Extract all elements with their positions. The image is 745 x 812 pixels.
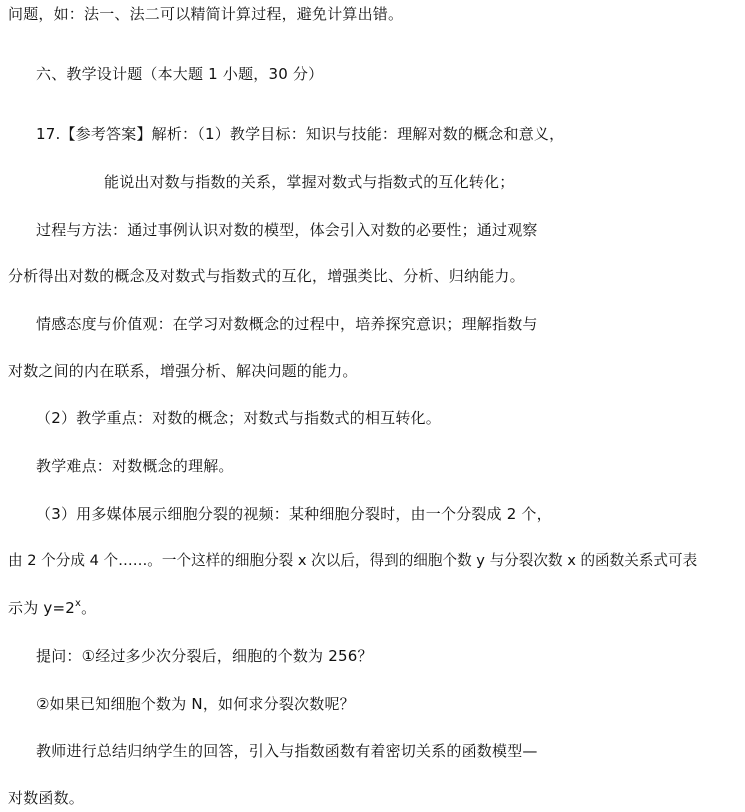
text-line-16: 教师进行总结归纳学生的回答，引入与指数函数有着密切关系的函数模型—: [36, 742, 538, 760]
text-line-11: （3）用多媒体展示细胞分裂的视频：某种细胞分裂时，由一个分裂成 2 个，: [36, 505, 552, 523]
text-line-8: 对数之间的内在联系，增强分析、解决问题的能力。: [8, 362, 358, 380]
formula-end: 。: [81, 599, 97, 617]
text-line-6: 分析得出对数的概念及对数式与指数式的互化，增强类比、分析、归纳能力。: [8, 267, 525, 285]
text-line-1: 问题，如：法一、法二可以精简计算过程，避免计算出错。: [8, 5, 404, 23]
question-line-2: ②如果已知细胞个数为 N，如何求分裂次数呢？: [36, 695, 355, 713]
formula-line: [8, 598, 96, 618]
question-line-1: 提问：①经过多少次分裂后，细胞的个数为 256？: [36, 647, 373, 665]
formula-text: 示为 y=2: [8, 599, 75, 617]
text-line-17: 对数函数。: [8, 789, 85, 807]
text-line-7: 情感态度与价值观：在学习对数概念的过程中，培养探究意识；理解指数与: [36, 315, 538, 333]
formula-exponent: x: [74, 598, 82, 609]
section-heading: 六、教学设计题（本大题 1 小题，30 分）: [36, 65, 324, 83]
text-line-4: 能说出对数与指数的关系，掌握对数式与指数式的互化转化；: [104, 173, 515, 191]
answer-intro-line: 17.【参考答案】解析：（1）教学目标：知识与技能：理解对数的概念和意义，: [36, 125, 565, 143]
text-line-12: 由 2 个分成 4 个……。一个这样的细胞分裂 x 次以后，得到的细胞个数 y 与分裂次数 x 的函数关系式可表: [8, 552, 698, 569]
text-line-5: 过程与方法：通过事例认识对数的模型，体会引入对数的必要性；通过观察: [36, 221, 538, 239]
text-line-10: 教学难点：对数概念的理解。: [36, 457, 234, 475]
text-line-9: （2）教学重点：对数的概念；对数式与指数式的相互转化。: [36, 409, 441, 427]
